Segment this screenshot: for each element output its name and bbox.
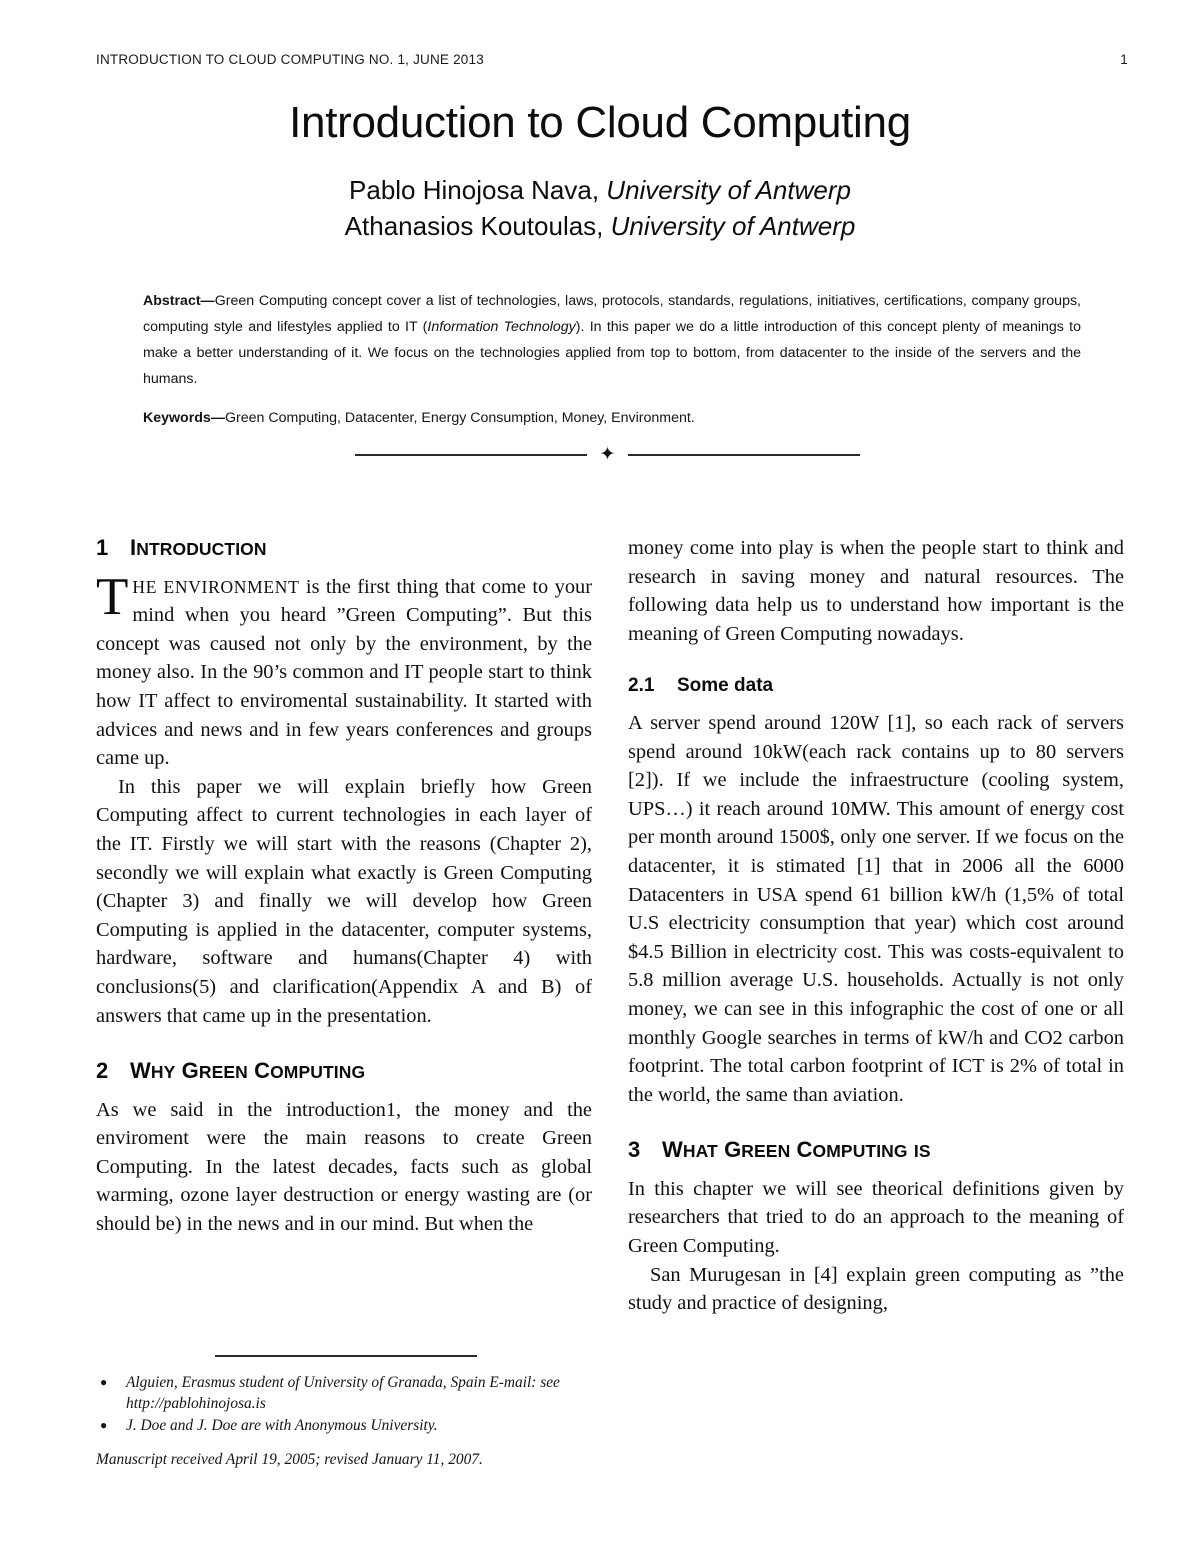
paragraph-intro-1-text: is the first thing that come to your mind when you heard ”Green Computing”. But this concept was caused not only by the environment, by the money also. In the 90’s common and IT people start to think how IT affect to enviromental sustainability. It started with advices and news and in few years conferences and groups came up. xyxy=(96,575,592,770)
footnote-item xyxy=(100,1372,592,1414)
author-line xyxy=(0,208,1200,244)
author-name: Athanasios Koutoulas, xyxy=(344,211,604,241)
manuscript-note: Manuscript received April 19, 2005; revised January 11, 2007. xyxy=(96,1451,483,1468)
word-initial: G xyxy=(724,1137,742,1163)
running-title: INTRODUCTION TO CLOUD COMPUTING NO. 1, JUNE 2013 xyxy=(96,52,484,67)
paragraph-some-data: A server spend around 120W [1], so each rack of servers spend around 10kW(each rack contains up to 80 servers [2]). If we include the infraestructure (cooling system, UPS…) it reach around 10MW. This amount of energy cost per month around 1500$, only one server. If we focus on the datacenter, it is stimated [1] that in 2006 all the 6000 Datacenters in USA spend 61 billion kW/h (1,5% of total U.S electricity consumption that year) which cost around $4.5 Billion in electricity cost. This was costs-equivalent to 5.8 million average U.S. households. Actually is not only money, we can see in this infographic the cost of one or all monthly Google searches in terms of kW/h and CO2 carbon footprint. The total carbon footprint of ICT is 2% of total in the world, the same than aviation. xyxy=(628,711,1124,1106)
word-rest: OMPUTING xyxy=(812,1141,908,1162)
column-left xyxy=(96,534,592,1239)
word-rest: REEN xyxy=(741,1141,791,1162)
page-number: 1 xyxy=(1120,52,1128,67)
section-title-initial: I xyxy=(130,535,137,560)
section-number: 1 xyxy=(96,535,109,560)
abstract-text-2: ). In this paper we do a little introduction of this concept plenty of meanings to make a better understanding of it. We focus on the technologies applied from top to bottom, from datacenter to the inside of the servers and the humans. xyxy=(143,319,1081,387)
section-title-rest: NTRODUCTION xyxy=(136,539,267,559)
paragraph-what-is-2: San Murugesan in [4] explain green computing as ”the study and practice of designing, xyxy=(628,1263,1124,1315)
section-title xyxy=(130,1057,365,1087)
abstract xyxy=(143,288,1081,392)
word-rest: REEN xyxy=(198,1062,248,1083)
keywords xyxy=(143,405,1081,431)
footnote-item xyxy=(100,1415,592,1436)
divider-rule-right xyxy=(628,454,860,456)
drop-cap: T xyxy=(96,567,129,626)
section-title xyxy=(130,534,267,564)
bullet-icon: ● xyxy=(100,1418,108,1432)
bullet-icon: ● xyxy=(100,1375,108,1389)
word-initial: C xyxy=(254,1058,271,1084)
section-title xyxy=(662,1136,931,1166)
subsection-heading-some-data xyxy=(628,672,1124,701)
footnote-rule xyxy=(215,1355,477,1357)
word-initial: W xyxy=(662,1137,683,1163)
spacer xyxy=(96,1030,592,1057)
spacer xyxy=(628,1109,1124,1136)
paragraph-why-1-left: As we said in the introduction1, the money and the enviroment were the main reasons to create Green Computing. In the latest decades, facts such as global warming, ozone layer destruction or energy wasting are (or should be) in the news and in our mind. But when the xyxy=(96,1098,592,1236)
section-heading-introduction xyxy=(96,534,592,564)
abstract-label: Abstract— xyxy=(143,293,215,309)
footnote-block xyxy=(96,1372,592,1470)
section-divider xyxy=(355,444,860,466)
abstract-text-1: Green Computing concept cover a list of technologies, laws, protocols, standards, regulations, initiatives, certifications, company groups, computing style and lifestyles applied to IT ( xyxy=(143,293,1081,335)
section-heading-why-green-computing xyxy=(96,1057,592,1087)
subsection-title: Some data xyxy=(677,675,774,697)
column-right xyxy=(628,534,1124,1318)
word-initial: W xyxy=(130,1058,151,1084)
section-heading-what-green-computing-is xyxy=(628,1136,1124,1166)
paragraph-intro-2: In this paper we will explain briefly how Green Computing affect to current technologies in each layer of the IT. Firstly we will start with the reasons (Chapter 2), secondly we will explain what exactly is Green Computing (Chapter 3) and finally we will develop how Green Computing is applied in the datacenter, computer systems, hardware, software and humans(Chapter 4) with conclusions(5) and clarification(Appendix A and B) of answers that came up in the presentation. xyxy=(96,775,592,1027)
section-number: 2 xyxy=(96,1058,109,1084)
word-initial: G xyxy=(181,1058,199,1084)
opening-smallcaps: HE ENVIRONMENT xyxy=(132,576,300,597)
footnote-text: Alguien, Erasmus student of University of Granada, Spain E-mail: see http://pablohinojosa.is xyxy=(126,1374,560,1412)
paragraph-why-1-right: money come into play is when the people start to think and research in saving money and natural resources. The following data help us to understand how important is the meaning of Green Computing nowadays. xyxy=(628,537,1124,645)
section-number: 3 xyxy=(628,1137,641,1163)
word-rest: HAT xyxy=(682,1141,718,1162)
running-header xyxy=(96,52,1128,67)
paragraph-intro-1 xyxy=(96,567,592,773)
subsection-number: 2.1 xyxy=(628,675,655,697)
spacer xyxy=(628,648,1124,672)
diamond-ornament-icon: ✦ xyxy=(599,443,616,465)
page-title: Introduction to Cloud Computing xyxy=(289,98,911,147)
author-name: Pablo Hinojosa Nava, xyxy=(349,175,600,205)
author-affiliation: University of Antwerp xyxy=(599,175,851,205)
author-list xyxy=(0,172,1200,244)
keywords-text: Green Computing, Datacenter, Energy Consumption, Money, Environment. xyxy=(225,410,695,426)
word-initial: C xyxy=(796,1137,813,1163)
footnote-text: J. Doe and J. Doe are with Anonymous University. xyxy=(126,1417,438,1434)
author-line xyxy=(0,172,1200,208)
word-rest: IS xyxy=(913,1141,931,1162)
author-affiliation: University of Antwerp xyxy=(603,211,856,241)
paragraph-what-is-1: In this chapter we will see theorical definitions given by researchers that tried to do an approach to the meaning of Green Computing. xyxy=(628,1177,1124,1258)
footnote-list xyxy=(96,1372,592,1436)
word-rest: OMPUTING xyxy=(270,1062,366,1083)
word-rest: HY xyxy=(150,1062,176,1083)
divider-rule-left xyxy=(355,454,587,456)
abstract-italic-term: Information Technology xyxy=(427,319,576,335)
keywords-label: Keywords— xyxy=(143,410,225,426)
